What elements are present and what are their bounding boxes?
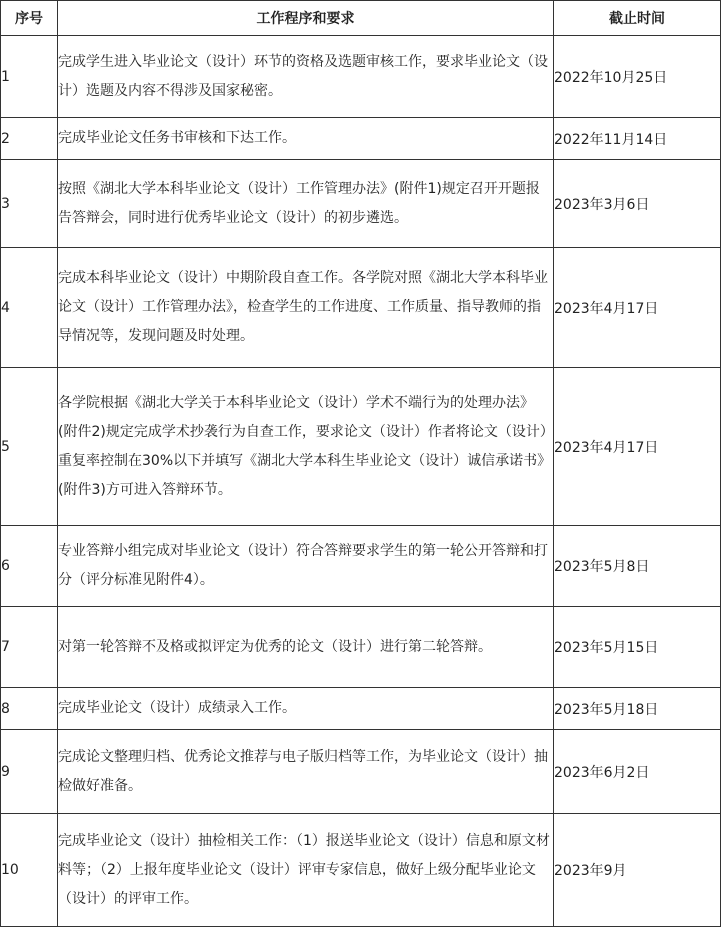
row-seq: 7 — [1, 607, 58, 688]
row-deadline: 2023年9月 — [554, 814, 721, 927]
row-deadline: 2022年11月14日 — [554, 118, 721, 160]
row-deadline: 2022年10月25日 — [554, 36, 721, 118]
row-task: 完成论文整理归档、优秀论文推荐与电子版归档等工作，为毕业论文（设计）抽检做好准备。 — [58, 730, 554, 814]
table-row — [1, 814, 721, 927]
row-deadline: 2023年4月17日 — [554, 248, 721, 368]
row-deadline: 2023年6月2日 — [554, 730, 721, 814]
header-task: 工作程序和要求 — [58, 1, 554, 36]
header-deadline: 截止时间 — [554, 1, 721, 36]
row-seq: 5 — [1, 368, 58, 526]
row-task: 完成毕业论文（设计）成绩录入工作。 — [58, 688, 554, 730]
table-row — [1, 526, 721, 607]
table-row — [1, 36, 721, 118]
row-task: 完成本科毕业论文（设计）中期阶段自查工作。各学院对照《湖北大学本科毕业论文（设计）工作管理办法》，检查学生的工作进度、工作质量、指导教师的指导情况等，发现问题及时处理。 — [58, 248, 554, 368]
row-task: 专业答辩小组完成对毕业论文（设计）符合答辩要求学生的第一轮公开答辩和打分（评分标准见附件4）。 — [58, 526, 554, 607]
row-deadline: 2023年5月8日 — [554, 526, 721, 607]
table-row — [1, 118, 721, 160]
table-row — [1, 248, 721, 368]
row-seq: 3 — [1, 160, 58, 248]
row-seq: 2 — [1, 118, 58, 160]
header-seq: 序号 — [1, 1, 58, 36]
row-deadline: 2023年5月18日 — [554, 688, 721, 730]
row-seq: 4 — [1, 248, 58, 368]
table-row — [1, 368, 721, 526]
row-deadline: 2023年3月6日 — [554, 160, 721, 248]
row-task: 按照《湖北大学本科毕业论文（设计）工作管理办法》(附件1)规定召开开题报告答辩会，同时进行优秀毕业论文（设计）的初步遴选。 — [58, 160, 554, 248]
header-row — [1, 1, 721, 36]
row-seq: 9 — [1, 730, 58, 814]
row-seq: 1 — [1, 36, 58, 118]
table-body — [1, 36, 721, 927]
table-row — [1, 688, 721, 730]
table-row — [1, 160, 721, 248]
row-task: 各学院根据《湖北大学关于本科毕业论文（设计）学术不端行为的处理办法》(附件2)规定完成学术抄袭行为自查工作，要求论文（设计）作者将论文（设计）重复率控制在30%以下并填写《湖北大学本科生毕业论文（设计）诚信承诺书》(附件3)方可进入答辩环节。 — [58, 368, 554, 526]
row-task: 完成毕业论文任务书审核和下达工作。 — [58, 118, 554, 160]
row-deadline: 2023年5月15日 — [554, 607, 721, 688]
table-header — [1, 1, 721, 36]
row-task: 完成学生进入毕业论文（设计）环节的资格及选题审核工作，要求毕业论文（设计）选题及内容不得涉及国家秘密。 — [58, 36, 554, 118]
table-row — [1, 607, 721, 688]
table-row — [1, 730, 721, 814]
row-task: 完成毕业论文（设计）抽检相关工作：（1）报送毕业论文（设计）信息和原文材料等；（2）上报年度毕业论文（设计）评审专家信息，做好上级分配毕业论文（设计）的评审工作。 — [58, 814, 554, 927]
row-task: 对第一轮答辩不及格或拟评定为优秀的论文（设计）进行第二轮答辩。 — [58, 607, 554, 688]
row-seq: 6 — [1, 526, 58, 607]
row-seq: 10 — [1, 814, 58, 927]
row-deadline: 2023年4月17日 — [554, 368, 721, 526]
row-seq: 8 — [1, 688, 58, 730]
